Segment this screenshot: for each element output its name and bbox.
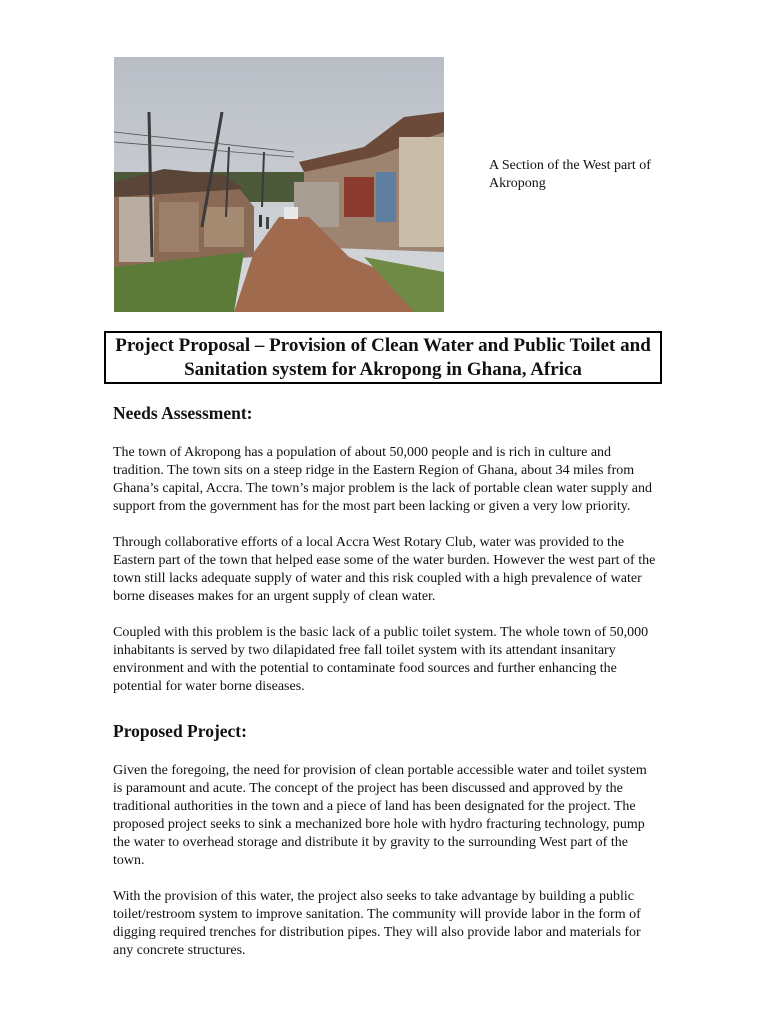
street-scene-illustration [114, 57, 444, 312]
document-body [113, 402, 658, 978]
proposal-title-box [104, 331, 662, 384]
paragraph: The town of Akropong has a population of about 50,000 people and is rich in culture and tradition. The town sits on a steep ridge in the Eastern Region of Ghana, about 34 miles from Ghana’s capital, Accra. The town’s major problem is the lack of portable clean water supply and support from the government has for the most part been lacking or given a very low priority. [113, 445, 652, 514]
section-heading: Needs Assessment: [113, 403, 253, 423]
proposed-project-section [113, 720, 658, 960]
paragraph: Coupled with this problem is the basic lack of a public toilet system. The whole town of 50,000 inhabitants is served by two dilapidated free fall toilet system with its attendant insanitary environment and with the potential to contaminate food sources and further enhancing the potential for water borne diseases. [113, 625, 649, 694]
proposal-title: Project Proposal – Provision of Clean Water and Public Toilet and Sanitation system for Akropong in Ghana, Africa [115, 334, 651, 380]
needs-assessment-section [113, 402, 658, 696]
photo-caption: A Section of the West part of Akropong [489, 158, 651, 191]
paragraph: With the provision of this water, the project also seeks to take advantage by building a public toilet/restroom system to improve sanitation. The community will provide labor in the form of digging required trenches for distribution pipes. They will also provide labor and materials for any concrete structures. [113, 889, 641, 958]
street-photo [114, 57, 444, 312]
paragraph: Given the foregoing, the need for provision of clean portable accessible water and toilet system is paramount and acute. The concept of the project has been discussed and approved by the traditional authorities in the town and a piece of land has been designated for the project. The proposed project seeks to sink a mechanized bore hole with hydro fracturing technology, pump the water to overhead storage and distribute it by gravity to the surrounding West part of the town. [113, 763, 647, 868]
section-heading: Proposed Project: [113, 721, 247, 741]
paragraph: Through collaborative efforts of a local Accra West Rotary Club, water was provided to the Eastern part of the town that helped ease some of the water burden. However the west part of the town still lacks adequate supply of water and this risk coupled with a high prevalence of water borne diseases makes for an urgent supply of clean water. [113, 535, 656, 604]
